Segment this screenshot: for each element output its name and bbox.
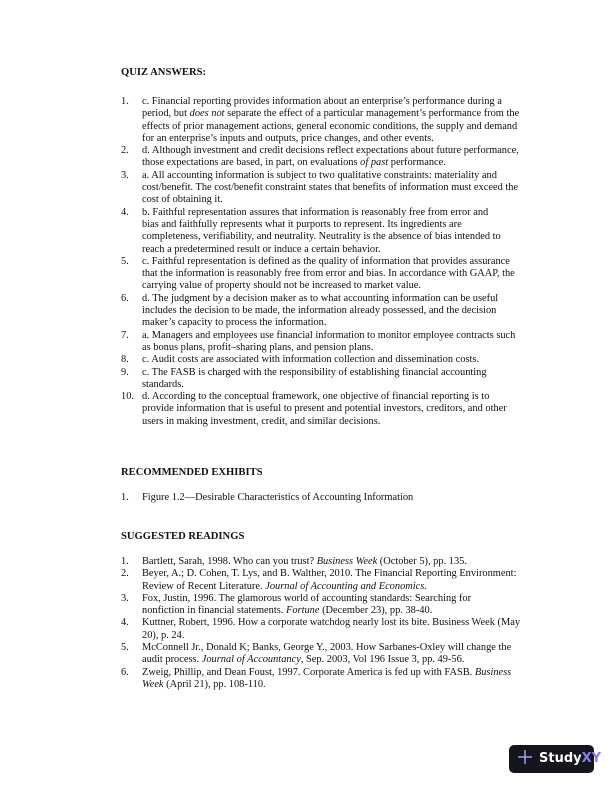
text-segment: McConnell Jr., Donald K; Banks, George Y., 2003. How Sarbanes-Oxley will change the audit process. <box>142 642 512 666</box>
suggested-readings-heading: SUGGESTED READINGS <box>121 531 245 542</box>
item-text <box>142 642 511 667</box>
item-number: 5. <box>121 642 129 654</box>
item-number: 8. <box>121 354 129 366</box>
text-segment: Fox, Justin, 1996. The glamorous world of accounting standards: Searching for nonfiction in financial statements. <box>142 592 472 617</box>
item-text <box>142 207 501 256</box>
italic-text: of past <box>360 157 389 169</box>
list-item <box>121 96 521 145</box>
item-number: 10. <box>121 391 134 403</box>
list-item <box>121 330 521 355</box>
text-segment: (October 5), pp. 135. <box>377 556 467 567</box>
text-segment: d. The judgment by a decision maker as to what accounting information can be useful includes the decision to be made, the information already possessed, and the decision maker’s capacity to process the information. <box>142 292 499 329</box>
list-item <box>121 556 521 568</box>
list-item <box>121 293 521 330</box>
item-text <box>142 170 518 207</box>
item-text <box>142 145 519 170</box>
list-item <box>121 256 521 293</box>
list-item <box>121 354 521 366</box>
list-item <box>121 492 521 504</box>
item-text <box>142 96 519 145</box>
list-item <box>121 145 521 170</box>
list-item <box>121 642 521 667</box>
text-segment: d. According to the conceptual framework, one objective of financial reporting is to provide information that is useful to present and potential investors, creditors, and other users in making investment, credit, and similar decisions. <box>142 391 507 427</box>
list-item <box>121 367 521 392</box>
item-text <box>142 354 479 366</box>
list-item <box>121 207 521 256</box>
item-number: 5. <box>121 255 129 267</box>
text-segment: a. All accounting information is subject to two qualitative constraints: materiality and cost/benefit. The cost/benefit constraint states that benefits of information must exceed the cost of obtaining it. <box>142 169 519 206</box>
item-number: 3. <box>121 169 129 181</box>
item-text <box>142 593 471 618</box>
item-text <box>142 667 511 692</box>
text-segment: b. Faithful representation assures that information is reasonably free from error and bias and faithfully represents what it purports to represent. Its ingredients are completeness, verifiability, and neutrality. Neutrality is the absence of bias intended to reach a predetermined result or induce a certain behavior. <box>142 206 501 255</box>
recommended-exhibits-heading: RECOMMENDED EXHIBITS <box>121 467 263 478</box>
text-segment: Beyer, A.; D. Cohen, T. Lys, and B. Walther, 2010. The Financial Reporting Environment: Review of Recent Literature. <box>142 568 517 592</box>
italic-text: Business Week <box>316 556 378 567</box>
list-item <box>121 617 521 642</box>
text-segment: (April 21), pp. 108-110. <box>163 678 266 690</box>
item-text <box>142 556 467 568</box>
text-segment: c. The FASB is charged with the responsibility of establishing financial accounting standards. <box>142 366 487 390</box>
text-segment: , Sep. 2003, Vol 196 Issue 3, pp. 49-56. <box>300 654 465 666</box>
italic-text: does not <box>189 108 225 120</box>
text-segment: c. Financial reporting provides information about an enterprise’s performance during a period, but <box>142 96 502 120</box>
text-segment: Bartlett, Sarah, 1998. Who can you trust? <box>142 556 317 567</box>
item-text <box>142 367 487 392</box>
item-number: 1. <box>121 556 129 567</box>
list-item <box>121 568 521 593</box>
italic-text: Journal of Accountancy <box>201 654 301 666</box>
item-number: 7. <box>121 329 129 341</box>
plus-icon <box>517 749 533 768</box>
quiz-answers-heading: QUIZ ANSWERS: <box>121 67 207 78</box>
item-text <box>142 330 515 355</box>
studyxy-badge[interactable] <box>509 745 602 773</box>
quiz-answers-list <box>121 96 521 428</box>
list-item <box>121 170 521 207</box>
text-segment: Zweig, Phillip, and Dean Foust, 1997. Corporate America is fed up with FASB. <box>142 666 475 678</box>
list-item <box>121 667 521 692</box>
item-text <box>142 256 515 293</box>
item-number: 4. <box>121 206 129 218</box>
item-number: 3. <box>121 592 129 604</box>
text-segment: performance. <box>388 157 446 169</box>
item-number: 6. <box>121 292 129 304</box>
item-text <box>142 568 516 593</box>
item-text <box>142 391 507 428</box>
brand-logo: StudyXY <box>539 750 602 766</box>
exhibits-list <box>121 492 521 504</box>
italic-text: Journal of Accounting and Economics. <box>265 580 427 592</box>
item-number: 1. <box>121 96 129 107</box>
text-segment: (December 23), pp. 38-40. <box>319 605 433 617</box>
text-segment: separate the effect of a particular management’s performance from the effects of prior management actions, general economic conditions, the supply and demand for an enterprise’s inputs and outputs, price changes, and other events. <box>142 108 520 144</box>
item-number: 4. <box>121 617 129 629</box>
item-text <box>142 617 520 642</box>
text-segment: c. Faithful representation is defined as the quality of information that provides assurance that the information is reasonably free from error and bias. In accordance with GAAP, the carrying value of property should not be increased to market value. <box>142 255 515 292</box>
text-segment: Kuttner, Robert, 1996. How a corporate watchdog nearly lost its bite. Business Week (May 20), p. 24. <box>142 617 521 641</box>
item-number: 2. <box>121 568 129 580</box>
item-number: 2. <box>121 145 129 157</box>
item-number: 6. <box>121 666 129 678</box>
italic-text: Business Week <box>142 666 512 690</box>
text-segment: d. Although investment and credit decisions reflect expectations about future performance, those expectations are based, in part, on evaluations <box>142 145 519 169</box>
text-segment: c. Audit costs are associated with information collection and dissemination costs. <box>142 354 480 366</box>
list-item <box>121 593 521 618</box>
item-number: 1. <box>121 492 129 503</box>
list-item <box>121 391 521 428</box>
item-text <box>142 293 498 330</box>
item-text <box>142 492 413 504</box>
italic-text: Fortune <box>286 605 320 617</box>
item-number: 9. <box>121 366 129 378</box>
readings-list <box>121 556 521 691</box>
text-segment: a. Managers and employees use financial information to monitor employee contracts such as bonus plans, profit–sharing plans, and pension plans. <box>142 329 516 353</box>
text-segment: Figure 1.2—Desirable Characteristics of Accounting Information <box>142 492 414 503</box>
